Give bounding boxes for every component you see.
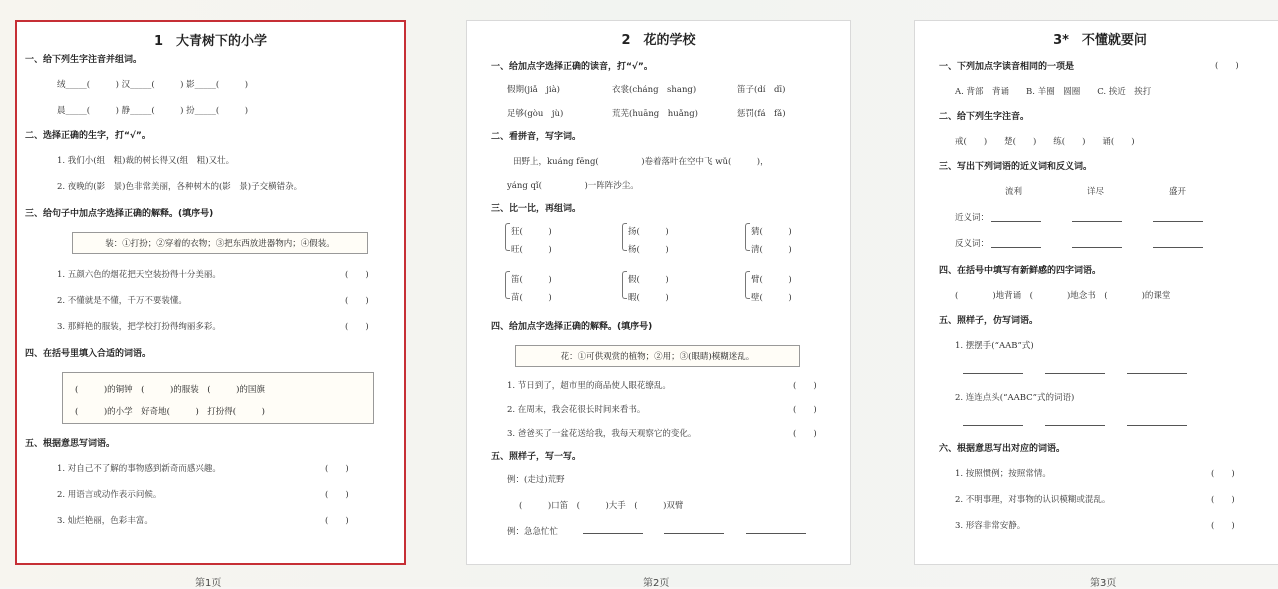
page-label-2: 第2页 (643, 578, 670, 589)
exercise-line: 田野上，kuáng fēng( )卷着落叶在空中飞 wǔ( )， (513, 157, 769, 167)
section-heading: 一、给加点字选择正确的读音，打“√”。 (491, 62, 653, 72)
blank-line (583, 533, 643, 534)
exercise-item: 惩罚(fá fǎ) (737, 109, 786, 119)
exercise-line: 戒( ) 楚( ) 练( ) 诵( ) (955, 137, 1135, 147)
section-heading: 二、给下列生字注音。 (939, 112, 1030, 122)
section-heading: 四、在括号里填入合适的词语。 (25, 349, 152, 359)
page-title: 1 大青树下的小学 (153, 34, 268, 49)
compare-brace (505, 223, 510, 251)
compare-brace (622, 223, 627, 251)
answer-paren: ( ) (1211, 495, 1235, 505)
exercise-line: 例：急急忙忙 (507, 527, 559, 537)
compare-brace (505, 271, 510, 299)
compare-item: 清( ) (751, 245, 792, 255)
compare-item: 旺( ) (511, 245, 552, 255)
compare-item: 暇( ) (628, 293, 669, 303)
compare-item: 杨( ) (628, 245, 669, 255)
word-item: 流利 (1005, 187, 1023, 197)
blank-line (991, 247, 1041, 248)
exercise-line: 3. 爸爸买了一盆花送给我，我每天观察它的变化。 (507, 429, 697, 439)
word-item: 详尽 (1087, 187, 1105, 197)
blank-line (1045, 373, 1105, 374)
exercise-line: 2. 连连点头(“AABC”式的词语) (955, 393, 1075, 403)
section-heading: 二、看拼音，写字词。 (491, 132, 582, 142)
exercise-line: 2. 不明事理，对事物的认识模糊或混乱。 (955, 495, 1111, 505)
compare-item: 假( ) (628, 275, 669, 285)
answer-paren: ( ) (325, 516, 349, 526)
compare-brace (745, 271, 750, 299)
page-label-1: 第1页 (195, 578, 222, 589)
exercise-line: ( )口笛 ( )大手 ( )双臂 (519, 501, 684, 511)
answer-paren: ( ) (1211, 469, 1235, 479)
blank-line (1072, 221, 1122, 222)
exercise-line: 1. 五颜六色的烟花把天空装扮得十分美丽。 (57, 270, 221, 280)
exercise-line: 1. 我们小(组 粗)裁的树长得又(组 粗)又壮。 (57, 156, 235, 166)
page-thumbnail-2[interactable] (466, 20, 851, 565)
section-heading: 六、根据意思写出对应的词语。 (939, 444, 1066, 454)
blank-line (746, 533, 806, 534)
blank-line (1153, 221, 1203, 222)
exercise-label: 近义词： (955, 213, 990, 223)
answer-paren: ( ) (1215, 61, 1239, 71)
page-thumbnail-1[interactable] (15, 20, 406, 565)
exercise-line: A. 背部 背诵 B. 羊圈 圆圈 C. 挨近 挨打 (955, 87, 1152, 97)
exercise-line: 1. 按照惯例；按照常情。 (955, 469, 1051, 479)
page-label-3: 第3页 (1090, 578, 1117, 589)
answer-paren: ( ) (793, 381, 817, 391)
compare-item: 苗( ) (511, 293, 552, 303)
exercise-line: 3. 灿烂艳丽，色彩丰富。 (57, 516, 153, 526)
blank-line (963, 373, 1023, 374)
section-heading: 二、选择正确的生字，打“√”。 (25, 131, 151, 141)
definition-box: 花：①可供观赏的植物；②用；③(眼睛)模糊迷乱。 (515, 345, 800, 367)
section-heading: 五、照样子，仿写词语。 (939, 316, 1039, 326)
blank-line (1045, 425, 1105, 426)
section-heading: 三、给句子中加点字选择正确的解释。(填序号) (25, 209, 214, 219)
section-heading: 一、下列加点字读音相同的一项是 (939, 62, 1075, 72)
blank-line (664, 533, 724, 534)
section-heading: 四、给加点字选择正确的解释。(填序号) (491, 322, 653, 332)
exercise-line: 2. 在周末，我会花很长时间来看书。 (507, 405, 646, 415)
exercise-item: 衣裳(cháng shang) (612, 85, 697, 95)
page-title: 2 花的学校 (621, 33, 696, 48)
exercise-item: 足够(gòu jù) (507, 109, 564, 119)
answer-paren: ( ) (1211, 521, 1235, 531)
blank-line (991, 221, 1041, 222)
exercise-line: 3. 形容非常安静。 (955, 521, 1026, 531)
compare-item: 壁( ) (751, 293, 792, 303)
exercise-label: 反义词： (955, 239, 990, 249)
answer-paren: ( ) (345, 270, 369, 280)
blank-line (963, 425, 1023, 426)
exercise-line: 2. 夜晚的(影 景)色非常美丽，各种树木的(影 景)子交横错杂。 (57, 182, 303, 192)
section-heading: 三、写出下列词语的近义词和反义词。 (939, 162, 1093, 172)
section-heading: 三、比一比，再组词。 (491, 204, 582, 214)
page-title: 3* 不懂就要问 (1053, 33, 1147, 48)
exercise-line: 晨_____( ) 静_____( ) 扮_____( ) (57, 106, 249, 116)
section-heading: 五、根据意思写词语。 (25, 439, 116, 449)
fill-in-line: ( )的小学 好奇地( ) 打扮得( ) (75, 407, 265, 417)
compare-item: 猜( ) (751, 227, 792, 237)
fill-in-box (62, 372, 374, 424)
compare-item: 臂( ) (751, 275, 792, 285)
answer-paren: ( ) (345, 296, 369, 306)
answer-paren: ( ) (325, 464, 349, 474)
exercise-line: 1. 摆摆手(“AAB”式) (955, 341, 1034, 351)
compare-item: 扬( ) (628, 227, 669, 237)
compare-brace (745, 223, 750, 251)
exercise-line: ( )地背诵 ( )地念书 ( )的课堂 (955, 291, 1171, 301)
answer-paren: ( ) (325, 490, 349, 500)
blank-line (1127, 425, 1187, 426)
answer-paren: ( ) (793, 429, 817, 439)
definition-box: 装：①打扮；②穿着的衣物；③把东西放进器物内；④假装。 (72, 232, 368, 254)
exercise-item: 荒芜(huāng huǎng) (612, 109, 698, 119)
exercise-item: 笛子(dí dī) (737, 85, 786, 95)
answer-paren: ( ) (793, 405, 817, 415)
exercise-line: 1. 节日到了，超市里的商品使人眼花缭乱。 (507, 381, 671, 391)
exercise-item: 假期(jiǎ jià) (507, 85, 560, 95)
exercise-line: 1. 对自己不了解的事物感到新奇而感兴趣。 (57, 464, 221, 474)
answer-paren: ( ) (345, 322, 369, 332)
blank-line (1072, 247, 1122, 248)
exercise-line: 2. 不懂就是不懂，千万不要装懂。 (57, 296, 187, 306)
blank-line (1153, 247, 1203, 248)
page-thumbnail-3[interactable] (914, 20, 1278, 565)
exercise-line: 2. 用语言或动作表示问候。 (57, 490, 162, 500)
exercise-line: 3. 那鲜艳的服装，把学校打扮得绚丽多彩。 (57, 322, 221, 332)
word-item: 盛开 (1169, 187, 1187, 197)
fill-in-line: ( )的铜钟 ( )的服装 ( )的国旗 (75, 385, 265, 395)
compare-item: 笛( ) (511, 275, 552, 285)
section-heading: 一、给下列生字注音并组词。 (25, 55, 143, 65)
section-heading: 四、在括号中填写有新鲜感的四字词语。 (939, 266, 1102, 276)
exercise-line: 绒_____( ) 汉_____( ) 影_____( ) (57, 80, 249, 90)
exercise-line: yáng qǐ( )一阵阵沙尘。 (507, 181, 639, 191)
blank-line (1127, 373, 1187, 374)
section-heading: 五、照样子，写一写。 (491, 452, 582, 462)
compare-item: 狂( ) (511, 227, 552, 237)
compare-brace (622, 271, 627, 299)
exercise-line: 例：(走过)荒野 (507, 475, 565, 485)
